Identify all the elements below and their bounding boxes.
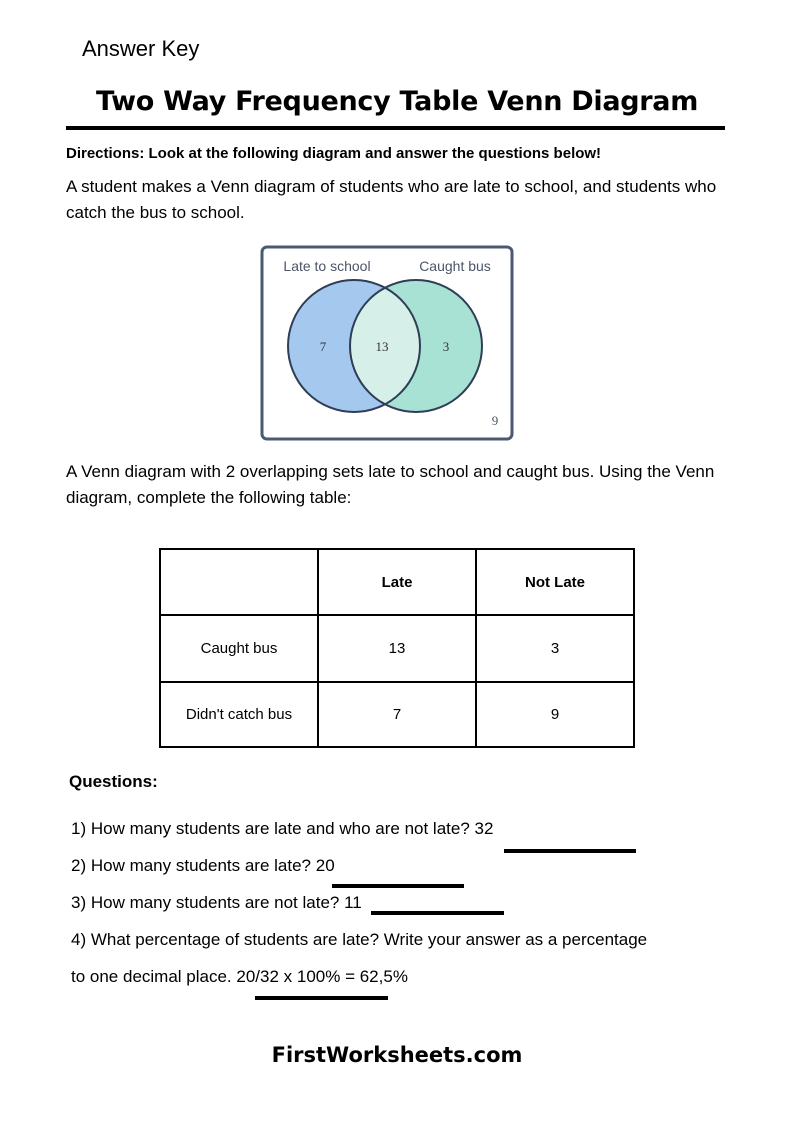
answer-line-4 xyxy=(255,996,388,1000)
page-title: Two Way Frequency Table Venn Diagram xyxy=(95,86,699,117)
question-4-text: to one decimal place. xyxy=(71,967,237,986)
table-cell: 9 xyxy=(476,682,634,747)
venn-label-late: Late to school xyxy=(283,258,371,274)
question-4-line-2 xyxy=(71,967,408,987)
table-row xyxy=(160,682,634,747)
description-paragraph: A Venn diagram with 2 overlapping sets late to school and caught bus. Using the Venn diagram, complete the following table: xyxy=(66,462,715,507)
title-divider xyxy=(66,126,725,130)
question-3 xyxy=(71,893,362,913)
question-1-answer: 32 xyxy=(474,819,494,838)
table-cell: 7 xyxy=(318,682,476,747)
question-1 xyxy=(71,819,493,839)
table-header-cell xyxy=(160,549,318,615)
venn-label-bus: Caught bus xyxy=(419,258,491,274)
question-3-answer: 11 xyxy=(344,893,362,912)
table-cell: Caught bus xyxy=(160,615,318,682)
answer-line-2 xyxy=(332,884,464,888)
question-1-text: 1) How many students are late and who are not late? xyxy=(71,819,475,838)
table-header-row xyxy=(160,549,634,615)
question-2-answer: 20 xyxy=(315,856,335,875)
footer-brand: FirstWorksheets.com xyxy=(271,1043,523,1067)
venn-diagram xyxy=(260,245,514,441)
venn-value-both: 13 xyxy=(375,339,389,354)
directions-text: Directions: Look at the following diagram and answer the questions below! xyxy=(66,145,602,162)
questions-heading: Questions: xyxy=(69,772,158,791)
answer-key-label: Answer Key xyxy=(82,36,200,61)
table-header-cell: Not Late xyxy=(476,549,634,615)
question-4-answer: 20/32 x 100% = 62,5% xyxy=(236,967,408,986)
frequency-table xyxy=(159,548,635,748)
question-4-line-1: 4) What percentage of students are late? Write your answer as a percentage xyxy=(71,930,648,949)
table-cell: Didn't catch bus xyxy=(160,682,318,747)
question-2 xyxy=(71,856,335,876)
answer-line-3 xyxy=(371,911,504,915)
venn-value-outside: 9 xyxy=(491,413,499,428)
question-3-text: 3) How many students are not late? xyxy=(71,893,345,912)
question-2-text: 2) How many students are late? xyxy=(71,856,316,875)
table-cell: 3 xyxy=(476,615,634,682)
table-cell: 13 xyxy=(318,615,476,682)
answer-line-1 xyxy=(504,849,636,853)
intro-paragraph: A student makes a Venn diagram of students who are late to school, and students who catch the bus to school. xyxy=(66,177,717,222)
venn-value-bus-only: 3 xyxy=(442,339,450,354)
table-header-cell: Late xyxy=(318,549,476,615)
table-row xyxy=(160,615,634,682)
venn-value-late-only: 7 xyxy=(319,339,327,354)
